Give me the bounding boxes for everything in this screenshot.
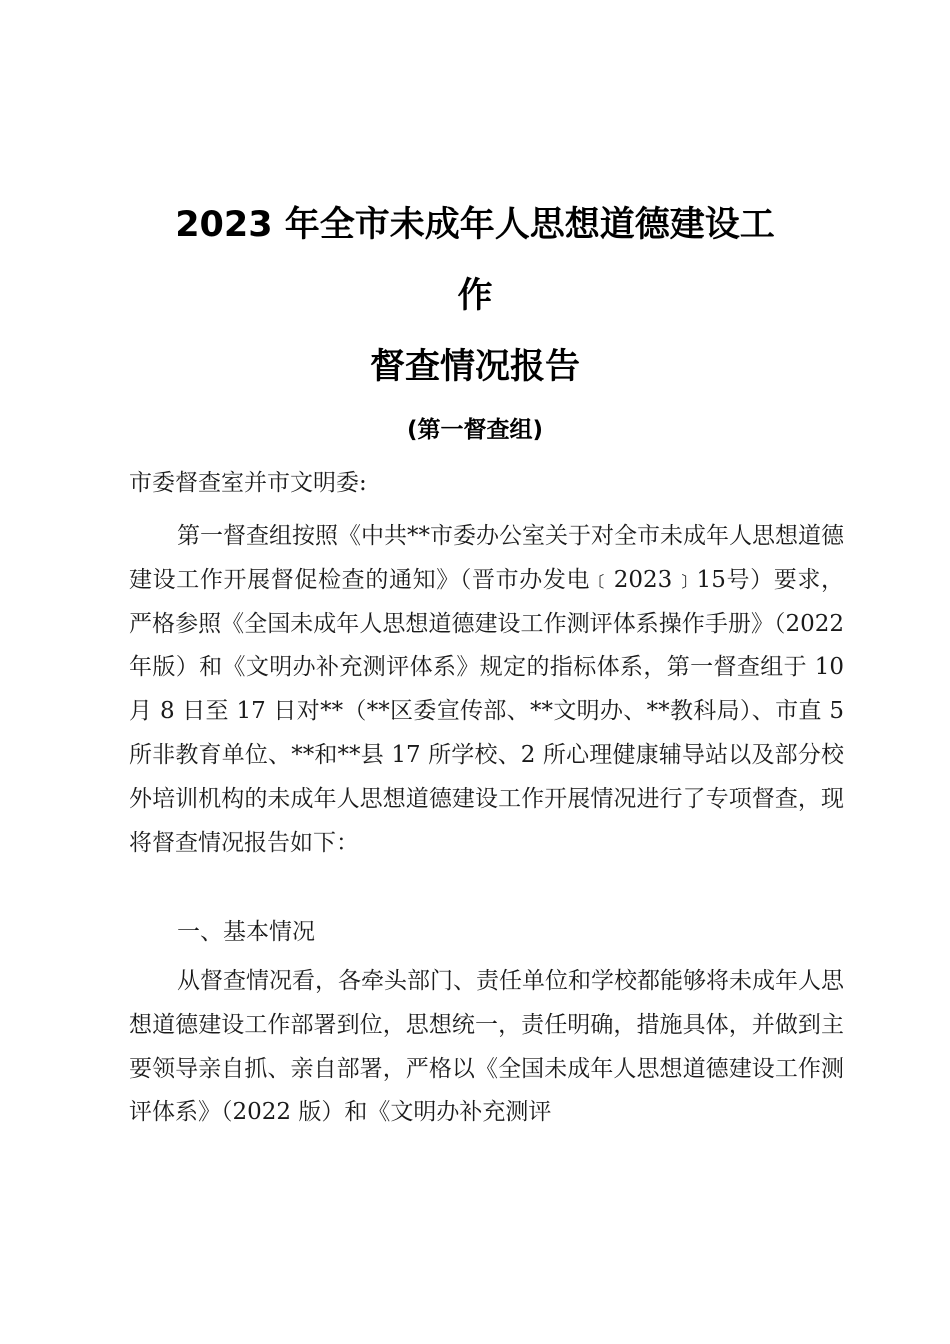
section-heading-1: 一、基本情况 [177, 919, 315, 945]
body-paragraph-1: 第一督查组按照《中共**市委办公室关于对全市未成年人思想道德建设工作开展督促检查的通知》（晋市办发电﹝2023﹞15号）要求，严格参照《全国未成年人思想道德建设工作测评体系操作手册》（2022 年版）和《文明办补充测评体系》规定的指标体系，第一督查组于 10 月 8 日至 17 日对**（**区委宣传部、**文明办、**教科局）、市直 5 所非教育单位、**和**县 17 所学校、2 所心理健康辅导站以及部分校外培训机构的未成年人思想道德建设工作开展情况进行了专项督查，现将督查情况报告如下： [129, 523, 844, 856]
salutation: 市委督查室并市文明委: [129, 470, 367, 496]
body-paragraph-2: 从督查情况看，各牵头部门、责任单位和学校都能够将未成年人思想道德建设工作部署到位，思想统一，责任明确，措施具体，并做到主要领导亲自抓、亲自部署，严格以《全国未成年人思想道德建设工作测评体系》（2022 版）和《文明办补充测评 [129, 968, 844, 1126]
document-title-line-2: 作 [457, 276, 493, 316]
document-title-line-1: 2023 年全市未成年人思想道德建设工 [175, 205, 775, 245]
document-title-line-3: 督查情况报告 [369, 347, 580, 387]
document-subtitle: (第一督查组) [406, 417, 544, 443]
